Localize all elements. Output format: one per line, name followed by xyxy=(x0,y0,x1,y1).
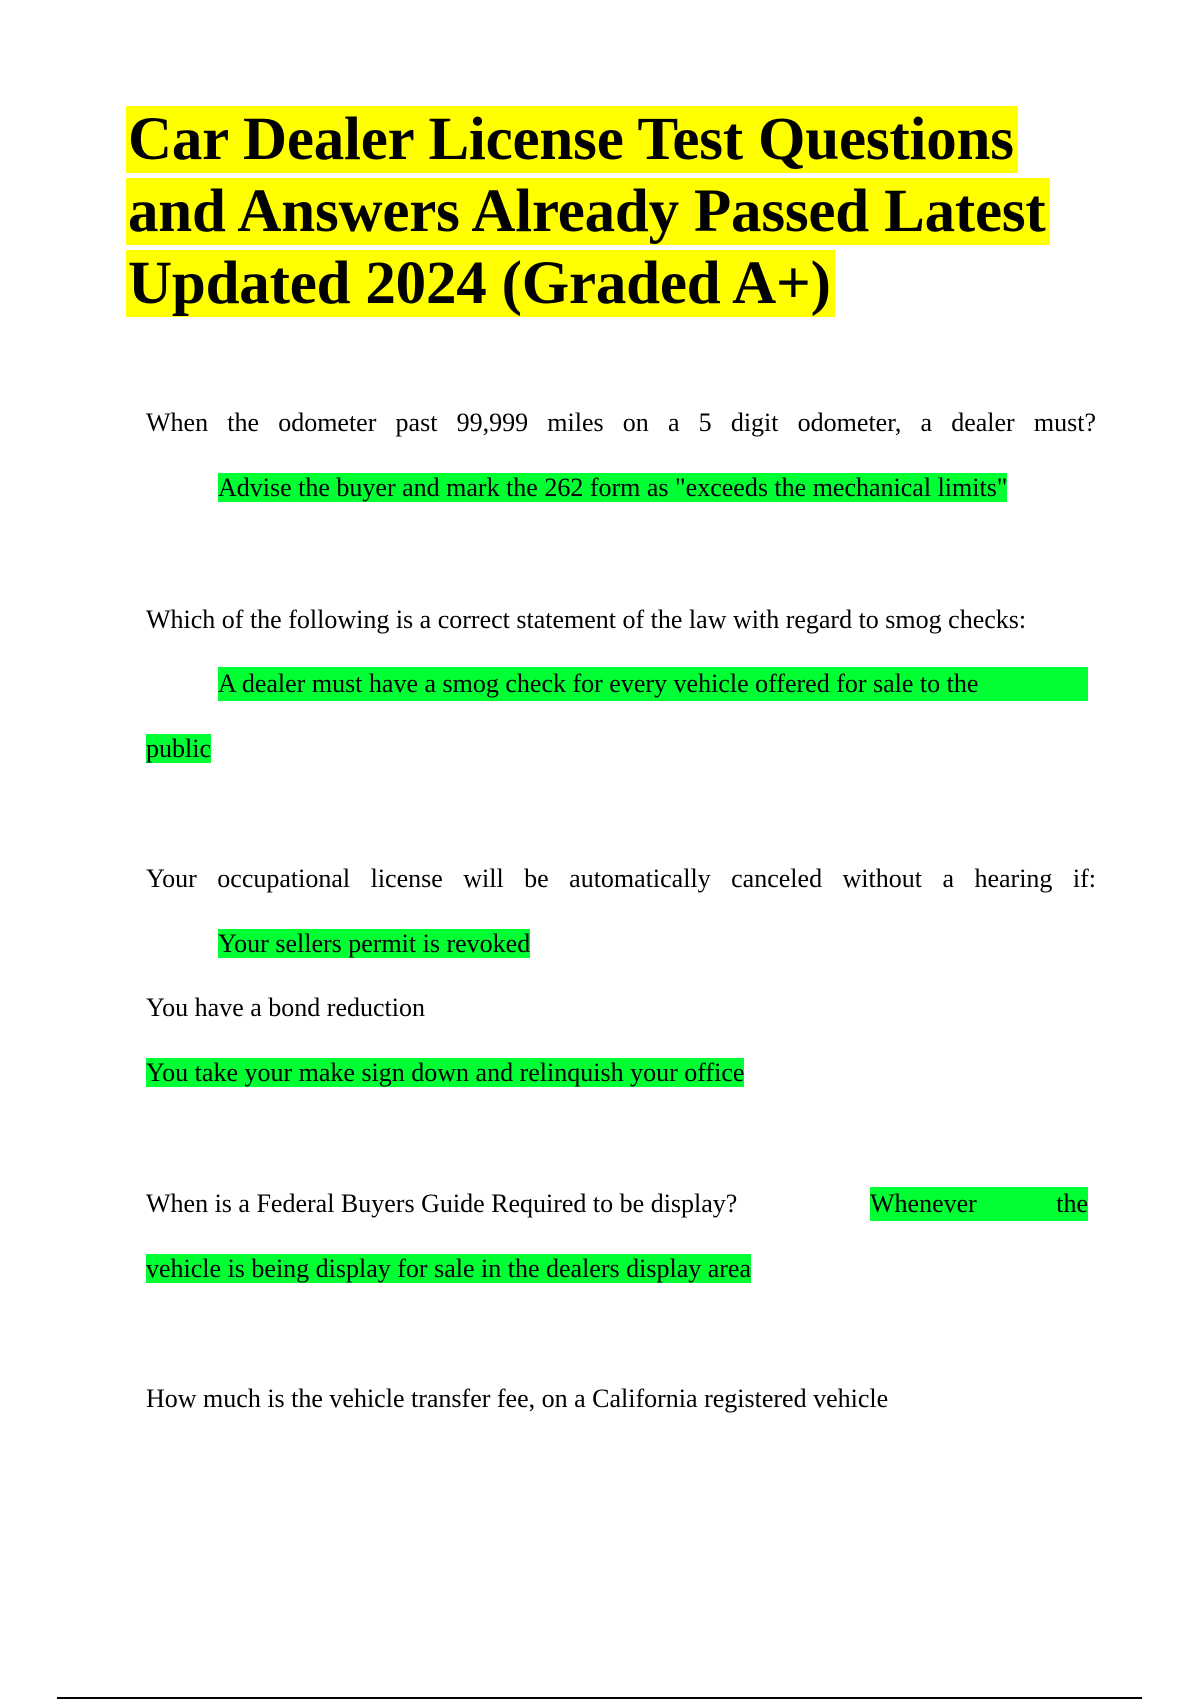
option-3-1 xyxy=(218,927,530,961)
footer-rule xyxy=(57,1697,1142,1699)
answer-4-line-1: Whenever the xyxy=(870,1187,1088,1221)
option-3-2: You have a bond reduction xyxy=(146,993,425,1022)
title-highlight: Car Dealer License Test Questions and Answers Already Passed Latest Updated 2024 (Graded A+) xyxy=(126,106,1050,317)
question-1: When the odometer past 99,999 miles on a 5 digit odometer, a dealer must? xyxy=(146,408,1096,437)
answer-2-line-2 xyxy=(146,732,211,766)
question-2: Which of the following is a correct statement of the law with regard to smog checks: xyxy=(146,605,1027,634)
option-3-3 xyxy=(146,1056,744,1090)
option-3-1-highlight: Your sellers permit is revoked xyxy=(218,929,531,958)
document-title xyxy=(126,104,1126,320)
option-3-3-highlight: You take your make sign down and relinquish your office xyxy=(146,1058,745,1087)
answer-2-line-1: A dealer must have a smog check for every vehicle offered for sale to the xyxy=(218,667,1088,701)
question-4: When is a Federal Buyers Guide Required to be display? xyxy=(146,1189,738,1218)
question-5: How much is the vehicle transfer fee, on a California registered vehicle xyxy=(146,1384,889,1413)
question-3: Your occupational license will be automatically canceled without a hearing if: xyxy=(146,864,1096,893)
answer-4-line-2-highlight: vehicle is being display for sale in the dealers display area xyxy=(146,1254,752,1283)
answer-2-line-2-highlight: public xyxy=(146,734,211,763)
answer-1 xyxy=(218,471,1007,505)
answer-1-highlight: Advise the buyer and mark the 262 form as "exceeds the mechanical limits" xyxy=(218,473,1008,502)
answer-4-line-2 xyxy=(146,1252,751,1286)
